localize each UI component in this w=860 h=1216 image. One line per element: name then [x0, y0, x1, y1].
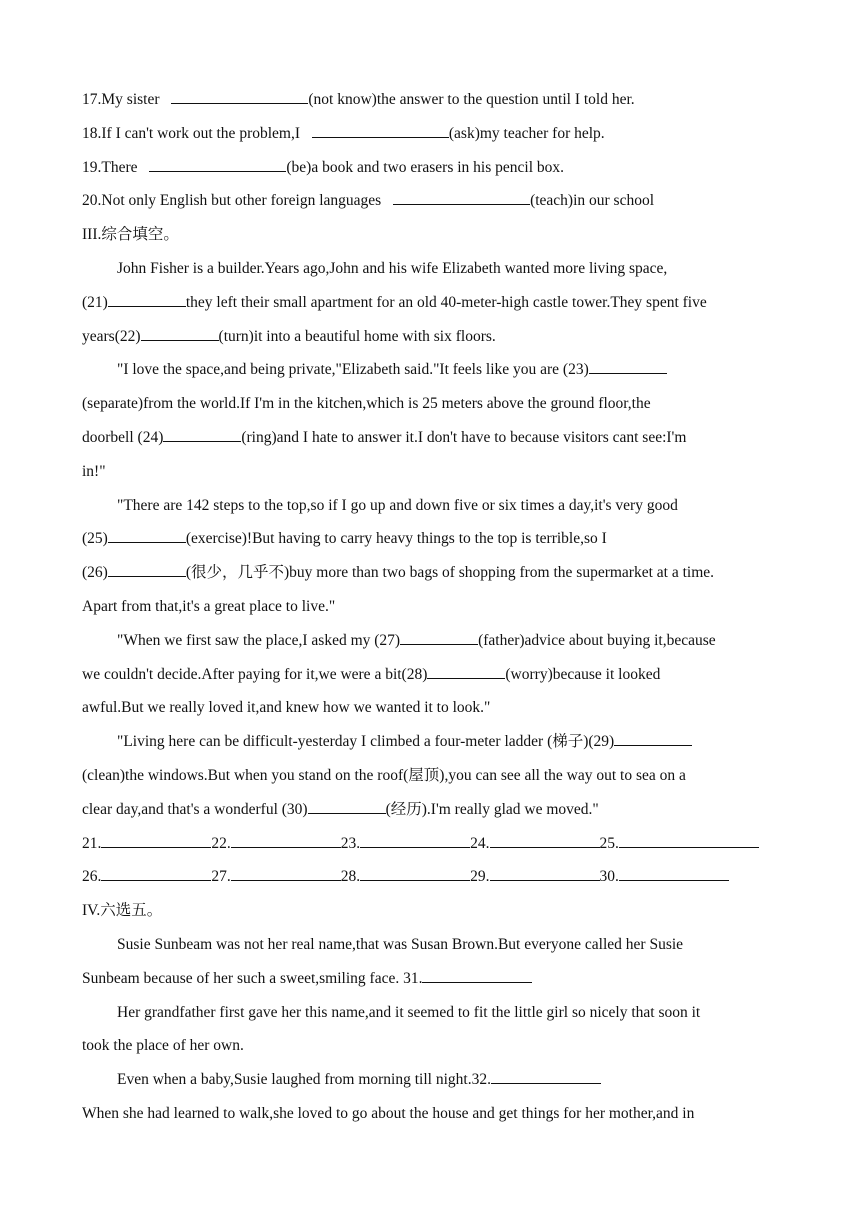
answer-number: 26. — [82, 868, 102, 886]
question-text: 19.There — [82, 158, 142, 176]
passage-text: Sunbeam because of her such a sweet,smiling face. 31. — [82, 969, 423, 987]
passage-line: "There are 142 steps to the top,so if I go up and down five or six times a day,it's very good — [117, 496, 678, 514]
passage-line — [82, 1063, 782, 1097]
answer-blank[interactable] — [393, 188, 530, 205]
answer-number: 28. — [340, 868, 361, 886]
answer-blank-22[interactable] — [141, 324, 219, 341]
passage-line: Apart from that,it's a great place to live." — [82, 597, 336, 615]
answer-line-24[interactable] — [490, 831, 600, 848]
passage-line: (separate)from the world.If I'm in the kitchen,which is 25 meters above the ground floor,the — [82, 395, 651, 413]
passage-text: "I love the space,and being private,"Elizabeth said."It feels like you are (23) — [117, 361, 589, 379]
passage-line: John Fisher is a builder.Years ago,John and his wife Elizabeth wanted more living space, — [117, 259, 668, 277]
passage-line: Her grandfather first gave her this name,and it seemed to fit the little girl so nicely that soon it — [117, 1003, 701, 1021]
question-text: (not know)the answer to the question until I told her. — [308, 91, 635, 108]
passage-text: (ring)and I hate to answer it.I don't have to because visitors cant see:I'm — [241, 428, 687, 446]
answer-number: 21. — [82, 834, 102, 852]
passage-line — [82, 556, 782, 590]
answer-line-26[interactable] — [101, 864, 211, 881]
document-content — [82, 83, 782, 1131]
answer-row-1 — [82, 827, 782, 861]
answer-number: 25. — [599, 834, 619, 852]
passage-line: (clean)the windows.But when you stand on the roof(屋顶),you can see all the way out to sea on a — [82, 766, 686, 784]
answer-number: 24. — [470, 834, 490, 852]
passage-line — [82, 793, 782, 827]
passage-line — [82, 320, 782, 354]
passage-text: (worry)because it looked — [505, 665, 661, 683]
answer-blank-28[interactable] — [427, 662, 505, 679]
answer-number: 27. — [211, 868, 231, 886]
passage-line — [82, 522, 782, 556]
question-text: 17.My sister — [82, 91, 164, 108]
question-19 — [82, 151, 782, 185]
answer-blank-24[interactable] — [163, 425, 241, 442]
answer-blank-32[interactable] — [491, 1067, 601, 1084]
answer-line-30[interactable] — [619, 864, 729, 881]
answer-line-23[interactable] — [360, 831, 470, 848]
passage-text: (经历).I'm really glad we moved." — [385, 800, 599, 818]
question-text: 20.Not only English but other foreign languages — [82, 192, 386, 210]
blank-number: (21) — [82, 293, 108, 311]
section-heading-iii: III.综合填空。 — [82, 226, 179, 244]
question-text: (be)a book and two erasers in his pencil box. — [286, 158, 565, 176]
passage-text: we couldn't decide.After paying for it,we were a bit(28) — [82, 665, 428, 683]
passage-text: clear day,and that's a wonderful (30) — [82, 800, 308, 818]
blank-number: (26) — [82, 564, 108, 582]
passage-line: took the place of her own. — [82, 1037, 244, 1055]
passage-text: Even when a baby,Susie laughed from morning till night.32. — [117, 1071, 491, 1089]
answer-blank-27[interactable] — [400, 628, 478, 645]
passage-line — [82, 624, 782, 658]
answer-blank-23[interactable] — [589, 357, 667, 374]
answer-number: 29. — [470, 868, 490, 886]
answer-line-21[interactable] — [101, 831, 211, 848]
question-17 — [82, 83, 782, 117]
answer-line-29[interactable] — [490, 864, 600, 881]
passage-line: in!" — [82, 462, 106, 480]
answer-blank-31[interactable] — [422, 966, 532, 983]
answer-blank-21[interactable] — [108, 290, 186, 307]
answer-line-27[interactable] — [231, 864, 341, 881]
passage-text: years(22) — [82, 327, 141, 345]
passage-text: doorbell (24) — [82, 428, 164, 446]
answer-number: 22. — [211, 834, 231, 852]
passage-line — [82, 962, 782, 996]
question-text: (teach)in our school — [530, 192, 655, 210]
passage-text: (turn)it into a beautiful home with six floors. — [218, 327, 496, 345]
answer-blank-25[interactable] — [108, 526, 186, 543]
passage-text: "When we first saw the place,I asked my (27) — [117, 631, 401, 649]
passage-text: (exercise)!But having to carry heavy things to the top is terrible,so I — [185, 530, 607, 548]
answer-number: 23. — [340, 834, 361, 852]
answer-blank-26[interactable] — [108, 560, 186, 577]
answer-line-22[interactable] — [231, 831, 341, 848]
passage-text: (father)advice about buying it,because — [478, 631, 716, 649]
answer-blank-29[interactable] — [614, 729, 692, 746]
blank-number: (25) — [82, 530, 108, 548]
question-text: 18.If I can't work out the problem,I — [82, 124, 304, 142]
passage-text: "Living here can be difficult-yesterday I climbed a four-meter ladder (梯子)(29) — [117, 733, 615, 751]
answer-blank[interactable] — [312, 121, 449, 138]
passage-line: Susie Sunbeam was not her real name,that was Susan Brown.But everyone called her Susie — [117, 935, 684, 953]
section-heading-iv: IV.六选五。 — [82, 902, 163, 920]
answer-blank[interactable] — [149, 155, 286, 172]
answer-row-2 — [82, 860, 782, 894]
passage-line — [82, 658, 782, 692]
passage-line — [82, 725, 782, 759]
answer-number: 30. — [599, 868, 619, 886]
passage-line — [82, 286, 782, 320]
answer-line-28[interactable] — [360, 864, 470, 881]
passage-text: (很少，几乎不)buy more than two bags of shopping from the supermarket at a time. — [185, 564, 715, 582]
passage-line — [82, 353, 782, 387]
answer-blank[interactable] — [171, 87, 308, 104]
answer-blank-30[interactable] — [308, 797, 386, 814]
question-18 — [82, 117, 782, 151]
passage-text: they left their small apartment for an old 40-meter-high castle tower.They spent five — [185, 293, 707, 311]
passage-line: When she had learned to walk,she loved to go about the house and get things for her mother,and in — [82, 1104, 695, 1122]
answer-line-25[interactable] — [619, 831, 759, 848]
passage-line: awful.But we really loved it,and knew how we wanted it to look." — [82, 699, 491, 717]
question-text: (ask)my teacher for help. — [448, 124, 605, 142]
question-20 — [82, 184, 782, 218]
passage-line — [82, 421, 782, 455]
